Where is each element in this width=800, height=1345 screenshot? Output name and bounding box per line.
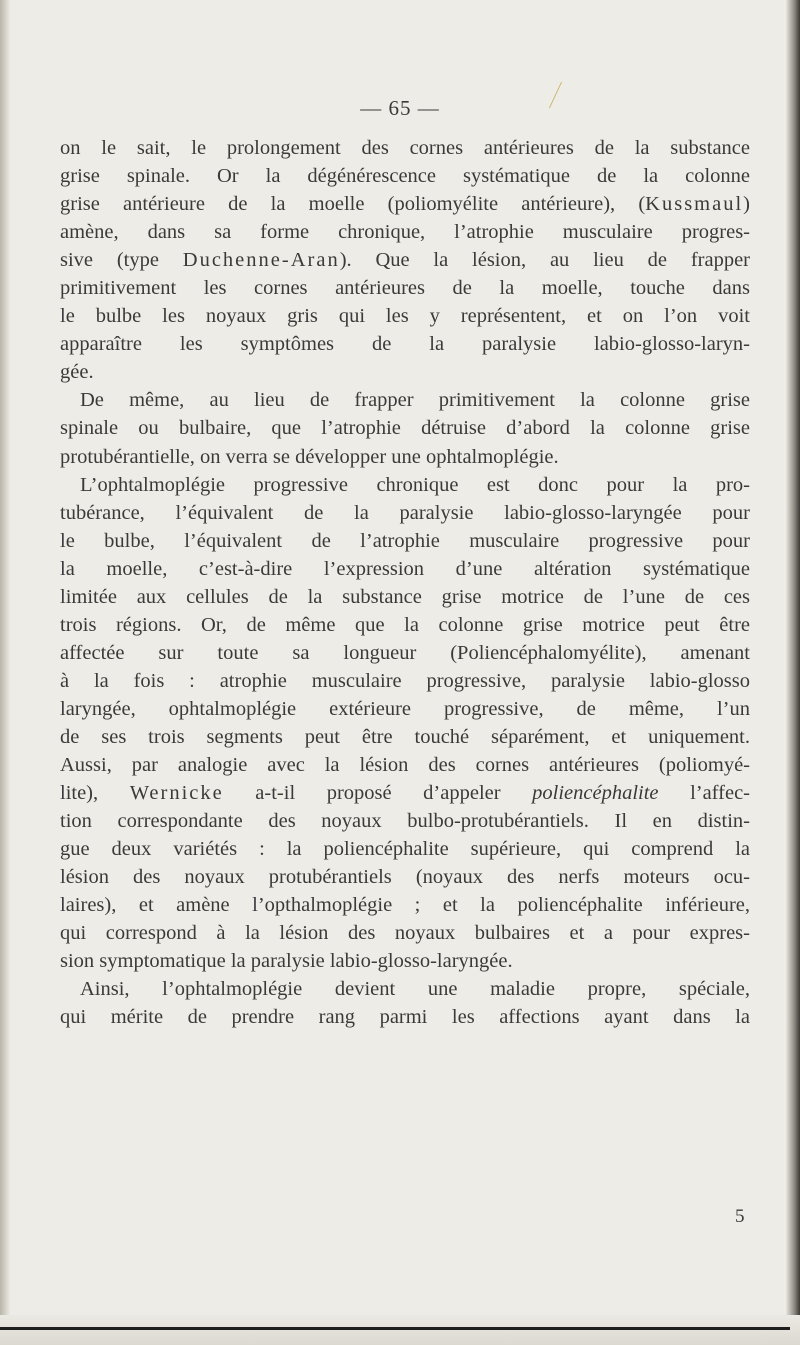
text-line: tubérance, l’équivalent de la paralysie labio-glosso-laryngée pour: [60, 501, 750, 524]
text-line: laryngée, ophtalmoplégie extérieure progressive, de même, l’un: [60, 697, 750, 720]
text-line: spinale ou bulbaire, que l’atrophie détruise d’abord la colonne grise: [60, 417, 750, 440]
text-line: de ses trois segments peut être touché séparément, et uniquement.: [60, 725, 750, 748]
text-line: qui mérite de prendre rang parmi les affections ayant dans la: [60, 1006, 750, 1029]
text-line: primitivement les cornes antérieures de la moelle, touche dans: [60, 277, 750, 300]
text-line: le bulbe, l’équivalent de l’atrophie musculaire progressive pour: [60, 529, 750, 552]
text-line: le bulbe les noyaux gris qui les y représentent, et on l’on voit: [60, 305, 750, 328]
page-number: — 65 —: [360, 96, 440, 120]
signature-mark: 5: [735, 1206, 745, 1227]
text-line: qui correspond à la lésion des noyaux bulbaires et a pour expres-: [60, 922, 750, 945]
text-line: grise spinale. Or la dégénérescence systématique de la colonne: [60, 165, 750, 188]
text-line: laires), et amène l’opthalmoplégie ; et la poliencéphalite inférieure,: [60, 894, 750, 917]
text-line: limitée aux cellules de la substance grise motrice de l’une de ces: [60, 585, 750, 608]
text-line: à la fois : atrophie musculaire progressive, paralysie labio-glosso: [60, 669, 750, 692]
text-line: protubérantielle, on verra se développer une ophtalmoplégie.: [60, 445, 559, 468]
page-right-edge: [786, 0, 800, 1345]
text-line: lésion des noyaux protubérantiels (noyaux des nerfs moteurs ocu-: [60, 866, 750, 889]
text-line: apparaître les symptômes de la paralysie labio-glosso-laryn-: [60, 333, 750, 356]
text-line: affectée sur toute sa longueur (Poliencéphalomyélite), amenant: [60, 641, 750, 664]
text-line: on le sait, le prolongement des cornes antérieures de la substance: [60, 137, 750, 159]
page-bottom-edge: [0, 1315, 800, 1345]
text-line: sive (type Duchenne-Aran). Que la lésion, au lieu de frapper: [60, 249, 750, 272]
text-line: L’ophtalmoplégie progressive chronique est donc pour la pro-: [80, 473, 750, 496]
text-line: De même, au lieu de frapper primitivement la colonne grise: [80, 389, 750, 412]
text-line: Ainsi, l’ophtalmoplégie devient une maladie propre, spéciale,: [80, 978, 750, 1001]
text-line: lite), Wernicke a-t-il proposé d’appeler poliencéphalite l’affec-: [60, 782, 750, 805]
text-line: amène, dans sa forme chronique, l’atrophie musculaire progres-: [60, 221, 750, 244]
text-line: la moelle, c’est-à-dire l’expression d’une altération systématique: [60, 557, 750, 580]
body-text: [60, 134, 750, 1032]
page-left-edge: [0, 0, 10, 1345]
text-line: trois régions. Or, de même que la colonne grise motrice peut être: [60, 613, 750, 636]
bottom-rule: [0, 1327, 790, 1330]
text-line: gée.: [60, 361, 94, 384]
text-line: grise antérieure de la moelle (poliomyélite antérieure), (Kussmaul): [60, 193, 750, 216]
text-line: sion symptomatique la paralysie labio-glosso-laryngée.: [60, 950, 513, 973]
text-line: gue deux variétés : la poliencéphalite supérieure, qui comprend la: [60, 838, 750, 861]
text-line: tion correspondante des noyaux bulbo-protubérantiels. Il en distin-: [60, 810, 750, 833]
text-line: Aussi, par analogie avec la lésion des cornes antérieures (poliomyé-: [60, 754, 750, 777]
